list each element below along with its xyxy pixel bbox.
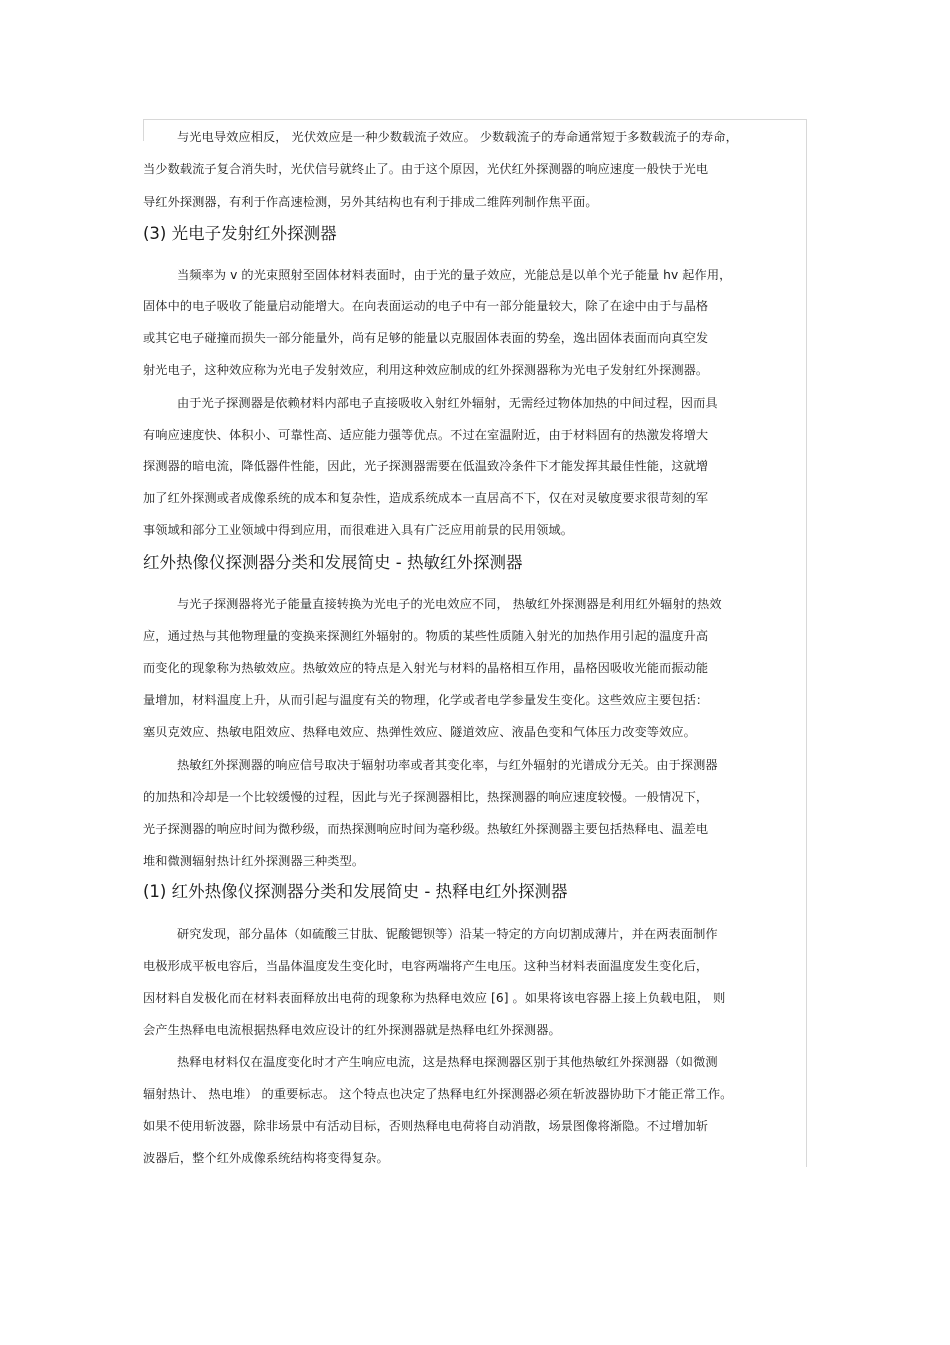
text-line: 探测器的暗电流，降低器件性能，因此，光子探测器需要在低温致冷条件下才能发挥其最佳性能，这就增 (143, 459, 709, 473)
text-line: 有响应速度快、体积小、可靠性高、适应能力强等优点。不过在室温附近，由于材料固有的热激发将增大 (143, 428, 709, 442)
text-line: 或其它电子碰撞而损失一部分能量外，尚有足够的能量以克服固体表面的势垒，逸出固体表面而向真空发 (143, 331, 709, 345)
text-line: 当少数载流子复合消失时，光伏信号就终止了。由于这个原因，光伏红外探测器的响应速度一般快于光电 (143, 162, 709, 176)
text-line: 当频率为 v 的光束照射至固体材料表面时，由于光的量子效应，光能总是以单个光子能量 hv 起作用， (177, 268, 732, 282)
text-line: 热敏红外探测器的响应信号取决于辐射功率或者其变化率，与红外辐射的光谱成分无关。由于探测器 (177, 758, 718, 772)
text-line: 射光电子，这种效应称为光电子发射效应，利用这种效应制成的红外探测器称为光电子发射红外探测器。 (143, 363, 709, 377)
text-line: 会产生热释电电流根据热释电效应设计的红外探测器就是热释电红外探测器。 (143, 1023, 561, 1037)
section-heading: (1) 红外热像仪探测器分类和发展简史 - 热释电红外探测器 (143, 882, 568, 901)
text-line: 如果不使用斩波器，除非场景中有活动目标，否则热释电电荷将自动消散，场景图像将渐隐。不过增加斩 (143, 1119, 709, 1133)
text-line: 量增加，材料温度上升，从而引起与温度有关的物理，化学或者电学参量发生变化。这些效应主要包括： (143, 693, 709, 707)
text-line: 研究发现，部分晶体（如硫酸三甘肽、铌酸锶钡等）沿某一特定的方向切割成薄片，并在两表面制作 (177, 927, 718, 941)
text-line: 辐射热计、 热电堆） 的重要标志。 这个特点也决定了热释电红外探测器必须在斩波器协助下才能正常工作。 (143, 1087, 733, 1101)
text-line: 热释电材料仅在温度变化时才产生响应电流，这是热释电探测器区别于其他热敏红外探测器（如微测 (177, 1055, 718, 1069)
text-line: 电极形成平板电容后，当晶体温度发生变化时，电容两端将产生电压。这种当材料表面温度发生变化后， (143, 959, 709, 973)
text-line: 的加热和冷却是一个比较缓慢的过程，因此与光子探测器相比，热探测器的响应速度较慢。一般情况下， (143, 790, 709, 804)
text-line: 而变化的现象称为热敏效应。热敏效应的特点是入射光与材料的晶格相互作用，晶格因吸收光能而振动能 (143, 661, 709, 675)
page-frame-right-border (806, 119, 807, 1167)
page-frame-top-border (143, 119, 807, 120)
text-line: 光子探测器的响应时间为微秒级，而热探测响应时间为毫秒级。热敏红外探测器主要包括热释电、温差电 (143, 822, 709, 836)
text-line: 堆和微测辐射热计红外探测器三种类型。 (143, 854, 365, 868)
text-line: 固体中的电子吸收了能量启动能增大。在向表面运动的电子中有一部分能量较大，除了在途中由于与晶格 (143, 299, 709, 313)
text-line: 由于光子探测器是依赖材料内部电子直接吸收入射红外辐射，无需经过物体加热的中间过程，因而具 (177, 396, 718, 410)
page-frame-left-border (143, 119, 144, 141)
text-line: 波器后，整个红外成像系统结构将变得复杂。 (143, 1151, 389, 1165)
text-line: 应，通过热与其他物理量的变换来探测红外辐射的。物质的某些性质随入射光的加热作用引起的温度升高 (143, 629, 709, 643)
section-heading: (3) 光电子发射红外探测器 (143, 224, 337, 243)
text-line: 事领域和部分工业领域中得到应用，而很难进入具有广泛应用前景的民用领域。 (143, 523, 574, 537)
text-line: 加了红外探测或者成像系统的成本和复杂性，造成系统成本一直居高不下，仅在对灵敏度要求很苛刻的军 (143, 491, 709, 505)
text-line: 与光电导效应相反， 光伏效应是一种少数载流子效应。 少数载流子的寿命通常短于多数载流子的寿命， (177, 130, 738, 144)
text-line: 导红外探测器，有利于作高速检测，另外其结构也有利于排成二维阵列制作焦平面。 (143, 195, 598, 209)
section-heading: 红外热像仪探测器分类和发展简史 - 热敏红外探测器 (143, 553, 523, 572)
text-line: 与光子探测器将光子能量直接转换为光电子的光电效应不同， 热敏红外探测器是利用红外辐射的热效 (177, 597, 722, 611)
text-line: 因材料自发极化而在材料表面释放出电荷的现象称为热释电效应 [6] 。如果将该电容器上接上负载电阻， 则 (143, 991, 726, 1005)
text-line: 塞贝克效应、热敏电阻效应、热释电效应、热弹性效应、隧道效应、液晶色变和气体压力改变等效应。 (143, 725, 696, 739)
